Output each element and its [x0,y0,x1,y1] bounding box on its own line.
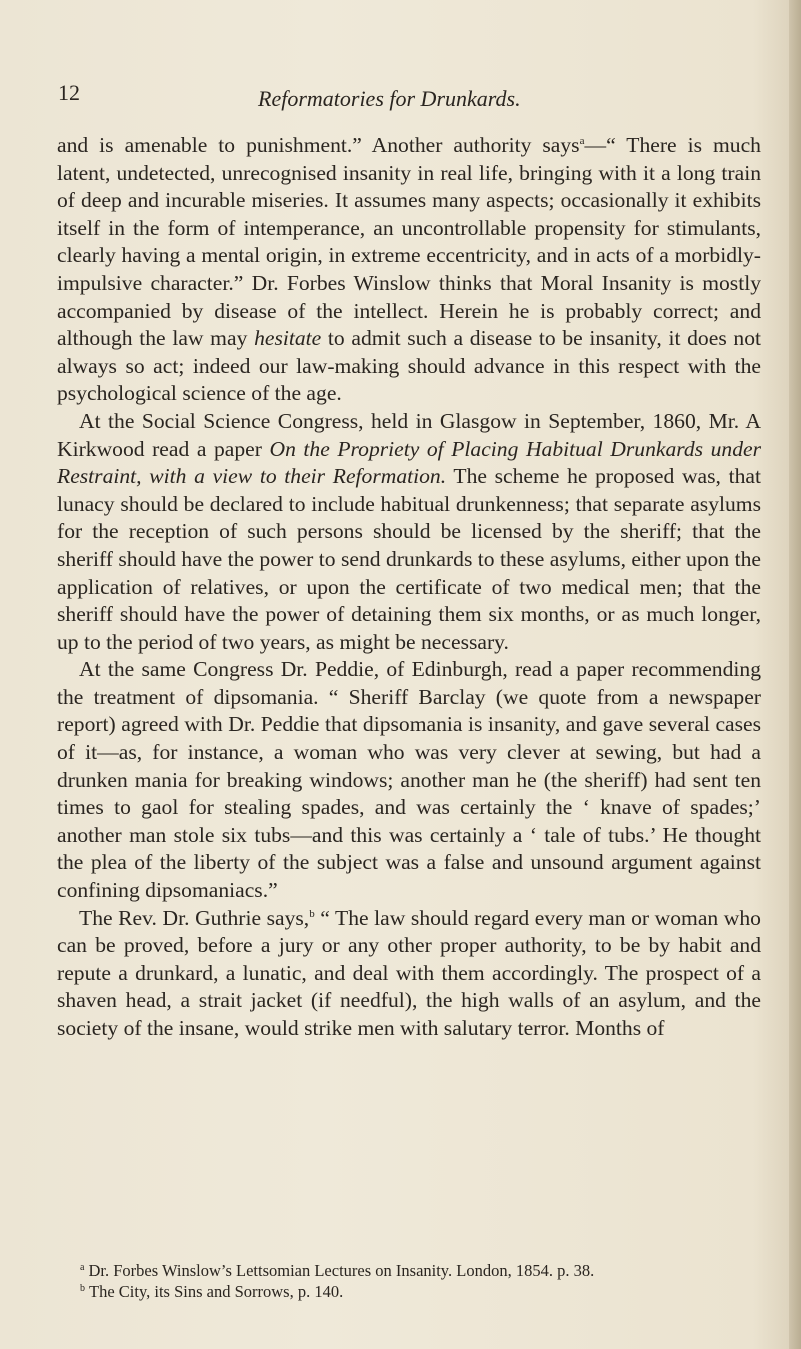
paragraph-text: At the Social Science Congress, held in Glasgow in September, 1860, Mr. A Kirkwood read a paper [57,408,761,461]
paragraph-text: The Rev. Dr. Guthrie says, [79,905,310,930]
paragraph-1 [57,132,761,408]
footnote-mark: b [80,1282,85,1294]
footnote-text: Dr. Forbes Winslow’s Lettsomian Lectures on Insanity. London, 1854. p. 38. [88,1261,595,1280]
paragraph-text: The scheme he proposed was, that lunacy should be declared to include habitual drunkenness; that separate asylums for the reception of such persons should be licensed by the sheriff; that the sheriff should have the power to send drunkards to these asylums, either upon the application of relatives, or upon the certificate of two medical men; that the sheriff should have the power of detaining them six months, or as much longer, up to the period of two years, as might be necessary. [57,464,761,654]
footnote-mark: a [80,1261,85,1273]
paragraph-text: to admit such a disease to be insanity, it does not always so act; indeed our law-making should advance in this respect with the psychological science of the age. [57,326,761,406]
page-number: 12 [58,80,80,105]
body-text [57,132,761,1043]
paragraph-text: —“ There is much latent, undetected, unrecognised insanity in real life, bringing with it a long train of deep and incurable miseries. It assumes many aspects; occasionally it exhibits itself in the form of intemperance, an uncontrollable propensity for stimulants, clearly having a mental origin, in extreme eccentricity, and in acts of a morbidly-impulsive character.” Dr. Forbes Winslow thinks that Moral Insanity is mostly accompanied by disease of the intellect. Herein he is probably correct; and although the law may [57,133,761,351]
footnote-ref-b: b [309,907,315,920]
running-title: Reformatories for Drunkards. [258,86,521,111]
paragraph-text: “ The law should regard every man or woman who can be proved, before a jury or any other proper authority, to be by habit and repute a drunkard, a lunatic, and deal with them accordingly. The prospect of a shaven head, a strait jacket (if needful), the high walls of an asylum, and the society of the insane, would strike men with salutary terror. Months of [57,905,761,1040]
paragraph-3 [57,656,761,904]
paper-title: On the Propriety of Placing Habitual Drunkards under Restraint, with a view to their Reformation. [57,436,761,489]
paragraph-text: At the same Congress Dr. Peddie, of Edinburgh, read a paper recommending the treatment of dipsomania. “ Sheriff Barclay (we quote from a newspaper report) agreed with Dr. Peddie that dipsomania is insanity, and gave several cases of it—as, for instance, a woman who was very clever at sewing, but had a drunken mania for breaking windows; another man he (the sheriff) had sent ten times to gaol for stealing spades, and was certainly the ‘ knave of spades;’ another man stole six tubs—and this was certainly a ‘ tale of tubs.’ He thought the plea of the liberty of the subject was a false and unsound argument against confining dipsomaniacs.” [57,657,761,903]
page-edge-shadow [789,0,801,1349]
paragraph-2 [57,408,761,656]
footnote-text: The City, its Sins and Sorrows, p. 140. [89,1282,344,1301]
footnote-ref-a: a [579,134,585,147]
footnote-b [80,1281,770,1302]
footnote-a [80,1260,770,1281]
emphasis-text: hesitate [254,326,322,351]
paragraph-4 [57,905,761,1043]
page-header [58,80,758,114]
paragraph-text: and is amenable to punishment.” Another authority says [57,133,580,157]
